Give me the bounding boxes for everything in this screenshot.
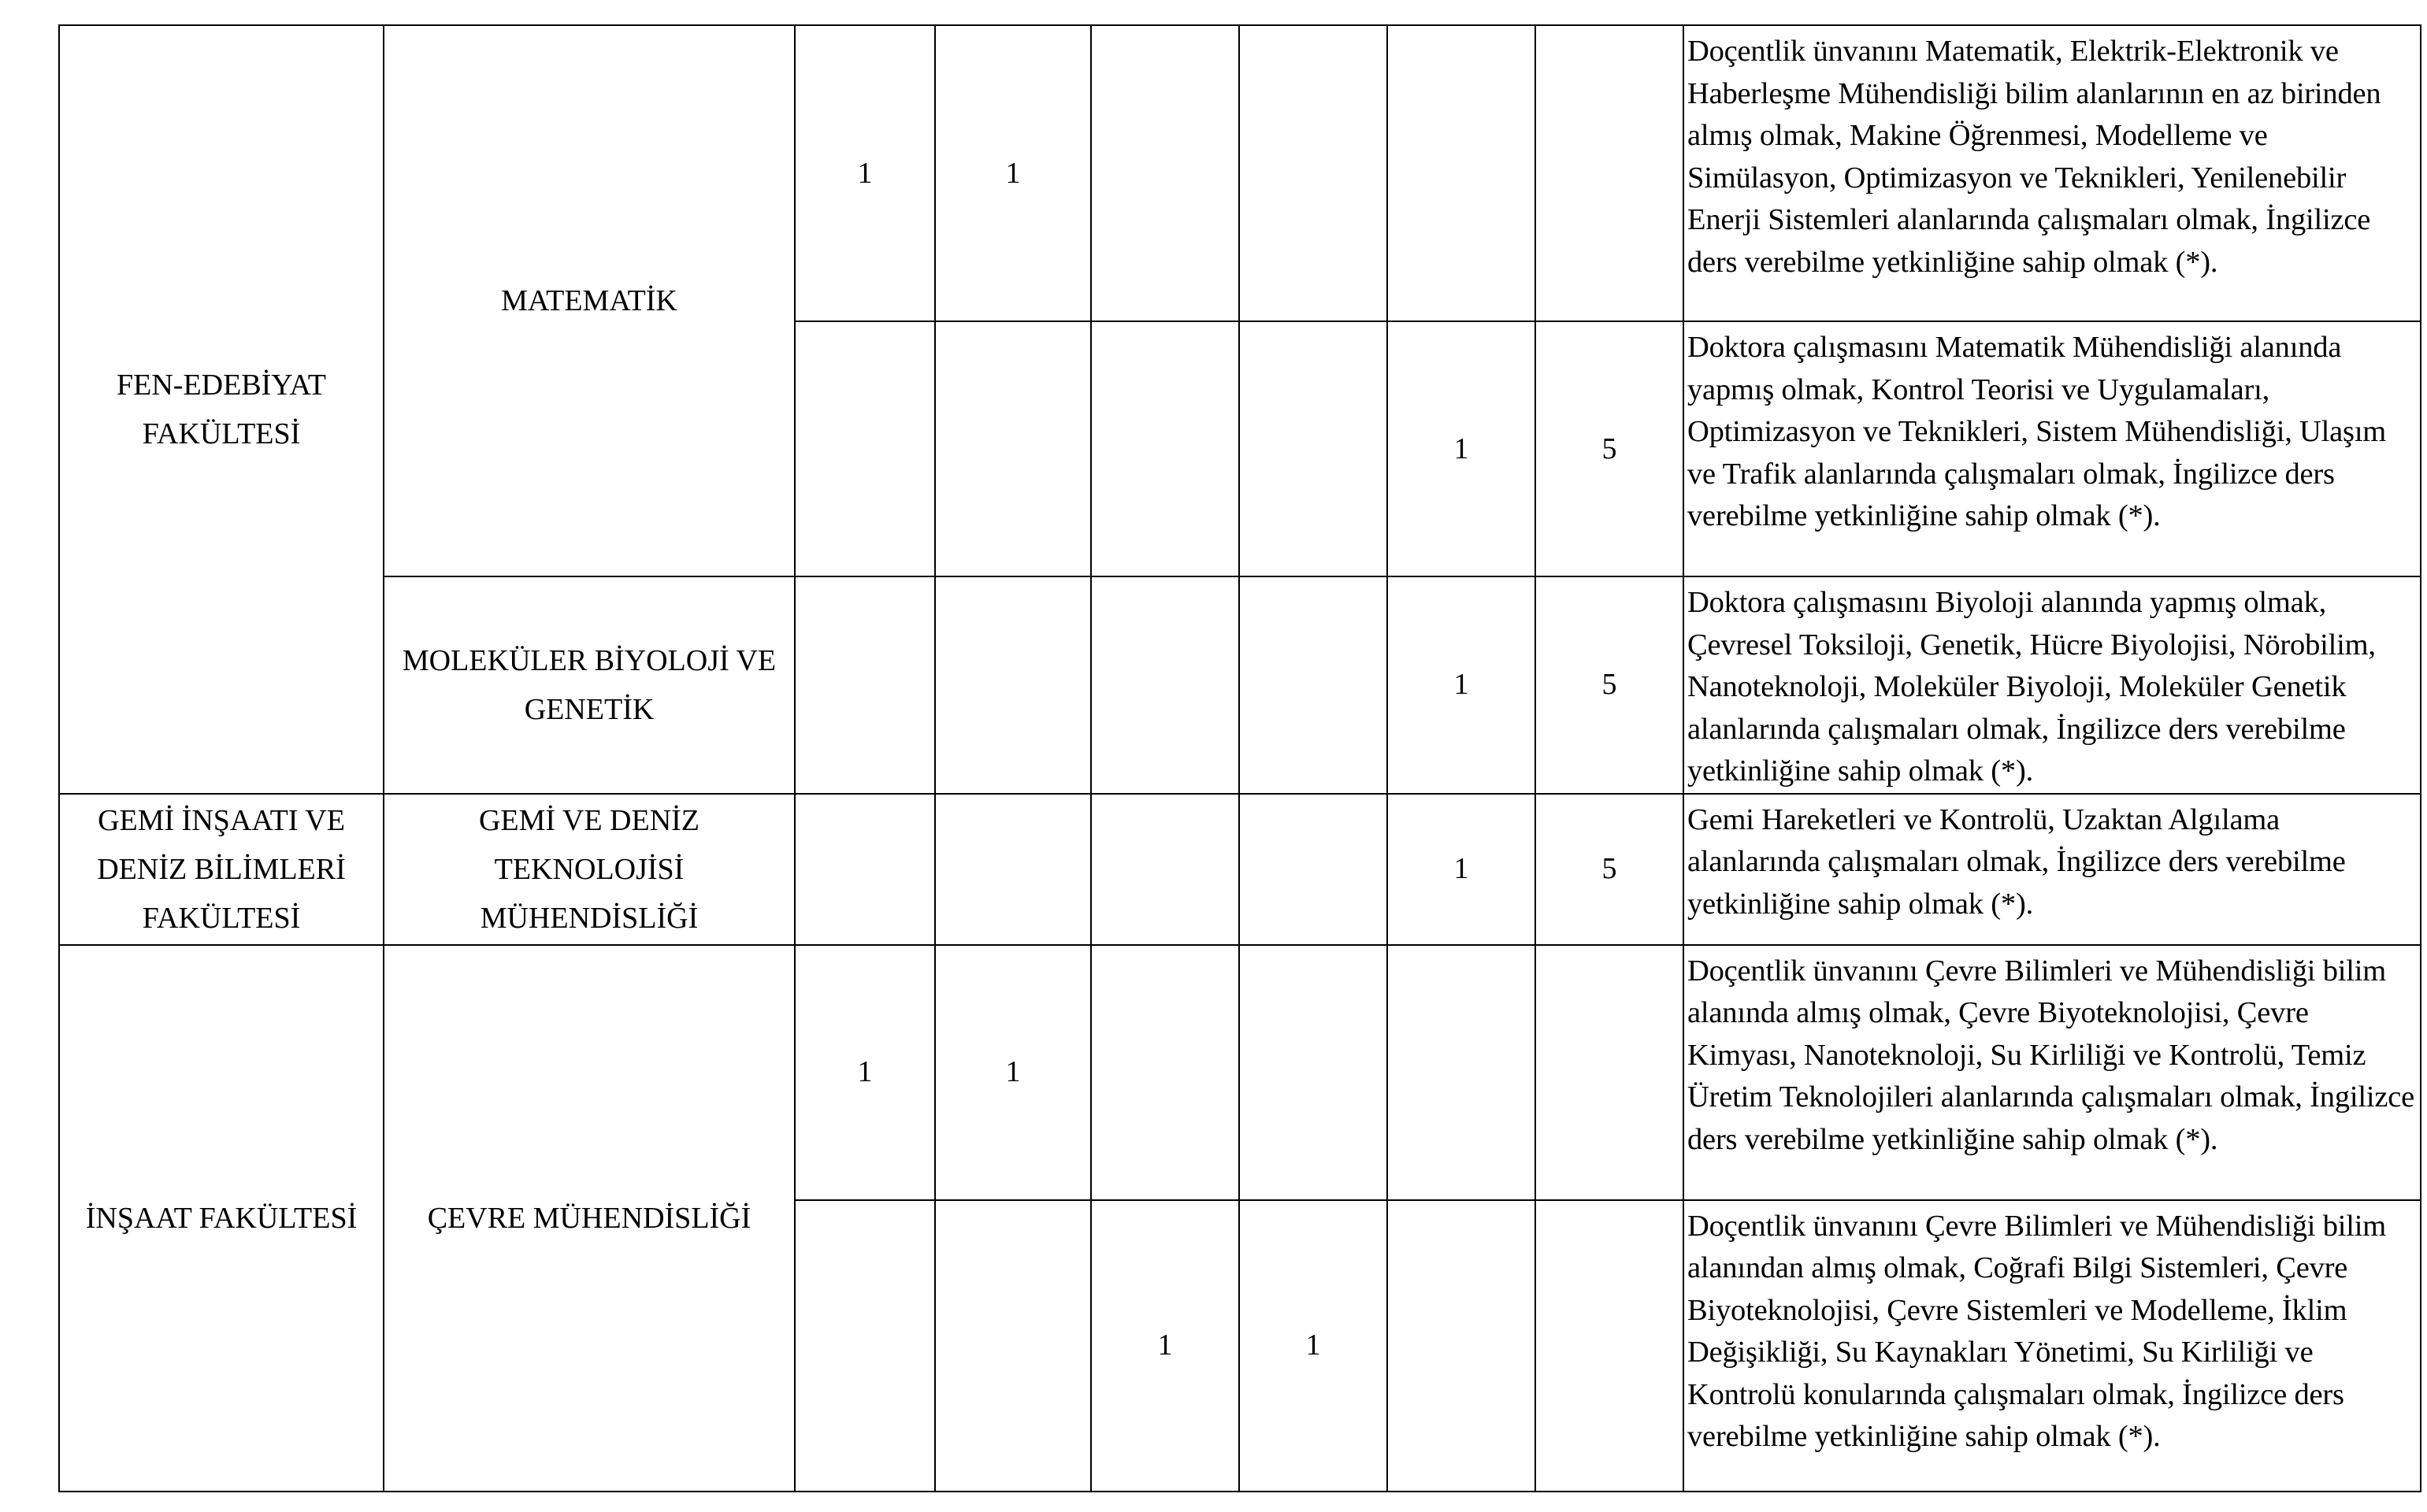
count-cell [1535, 25, 1683, 321]
count-cell: 5 [1535, 321, 1683, 576]
count-cell: 1 [1387, 576, 1535, 794]
count-cell [1091, 321, 1239, 576]
count-cell [1387, 25, 1535, 321]
count-cell [1239, 794, 1387, 945]
count-cell [795, 794, 935, 945]
table-row [59, 576, 2421, 794]
count-cell [1091, 25, 1239, 321]
table-row [59, 25, 2421, 321]
count-cell: 1 [1387, 794, 1535, 945]
count-cell [1387, 945, 1535, 1200]
count-cell [1239, 576, 1387, 794]
count-cell [1387, 1200, 1535, 1492]
count-cell [795, 1200, 935, 1492]
requirement-cell: Doçentlik ünvanını Çevre Bilimleri ve Mühendisliği bilim alanından almış olmak, Coğrafi Bilgi Sistemleri, Çevre Biyoteknolojisi, Çevre Sistemleri ve Modelleme, İklim Değişikliği, Su Kaynakları Yönetimi, Su Kirliliği ve Kontrolü konularında çalışmaları olmak, İngilizce ders verebilme yetkinliğine sahip olmak (*). [1683, 1200, 2421, 1492]
count-cell [935, 576, 1091, 794]
requirement-cell: Doçentlik ünvanını Çevre Bilimleri ve Mühendisliği bilim alanında almış olmak, Çevre Biyoteknolojisi, Çevre Kimyası, Nanoteknoloji, Su Kirliliği ve Kontrolü, Temiz Üretim Teknolojileri alanlarında çalışmaları olmak, İngilizce ders verebilme yetkinliğine sahip olmak (*). [1683, 945, 2421, 1200]
count-cell: 1 [1387, 321, 1535, 576]
table-row [59, 794, 2421, 945]
requirement-cell: Doktora çalışmasını Matematik Mühendisliği alanında yapmış olmak, Kontrol Teorisi ve Uygulamaları, Optimizasyon ve Teknikleri, Sistem Mühendisliği, Ulaşım ve Trafik alanlarında çalışmaları olmak, İngilizce ders verebilme yetkinliğine sahip olmak (*). [1683, 321, 2421, 576]
table-row [59, 945, 2421, 1200]
department-cell: ÇEVRE MÜHENDİSLİĞİ [384, 945, 795, 1492]
requirement-cell: Doktora çalışmasını Biyoloji alanında yapmış olmak, Çevresel Toksiloji, Genetik, Hücre Biyolojisi, Nörobilim, Nanoteknoloji, Moleküler Biyoloji, Moleküler Genetik alanlarında çalışmaları olmak, İngilizce ders verebilme yetkinliğine sahip olmak (*). [1683, 576, 2421, 794]
count-cell [1535, 945, 1683, 1200]
department-cell: MATEMATİK [384, 25, 795, 576]
count-cell: 1 [795, 945, 935, 1200]
count-cell [1091, 794, 1239, 945]
requirement-cell: Gemi Hareketleri ve Kontrolü, Uzaktan Algılama alanlarında çalışmaları olmak, İngilizce ders verebilme yetkinliğine sahip olmak (*). [1683, 794, 2421, 945]
count-cell: 5 [1535, 794, 1683, 945]
count-cell [795, 576, 935, 794]
count-cell: 1 [795, 25, 935, 321]
count-cell: 1 [1239, 1200, 1387, 1492]
count-cell [1091, 576, 1239, 794]
count-cell [1239, 945, 1387, 1200]
faculty-cell: İNŞAAT FAKÜLTESİ [59, 945, 384, 1492]
faculty-cell: FEN-EDEBİYAT FAKÜLTESİ [59, 25, 384, 794]
count-cell [935, 1200, 1091, 1492]
count-cell: 5 [1535, 576, 1683, 794]
count-cell: 1 [935, 25, 1091, 321]
count-cell [1239, 25, 1387, 321]
requirement-cell: Doçentlik ünvanını Matematik, Elektrik-Elektronik ve Haberleşme Mühendisliği bilim alanlarının en az birinden almış olmak, Makine Öğrenmesi, Modelleme ve Simülasyon, Optimizasyon ve Teknikleri, Yenilenebilir Enerji Sistemleri alanlarında çalışmaları olmak, İngilizce ders verebilme yetkinliğine sahip olmak (*). [1683, 25, 2421, 321]
department-cell: GEMİ VE DENİZ TEKNOLOJİSİ MÜHENDİSLİĞİ [384, 794, 795, 945]
count-cell [1091, 945, 1239, 1200]
count-cell [935, 321, 1091, 576]
count-cell: 1 [935, 945, 1091, 1200]
faculty-cell: GEMİ İNŞAATI VE DENİZ BİLİMLERİ FAKÜLTESİ [59, 794, 384, 945]
department-cell: MOLEKÜLER BİYOLOJİ VE GENETİK [384, 576, 795, 794]
count-cell: 1 [1091, 1200, 1239, 1492]
count-cell [1239, 321, 1387, 576]
count-cell [935, 794, 1091, 945]
count-cell [795, 321, 935, 576]
staff-positions-table [58, 24, 2421, 1492]
count-cell [1535, 1200, 1683, 1492]
